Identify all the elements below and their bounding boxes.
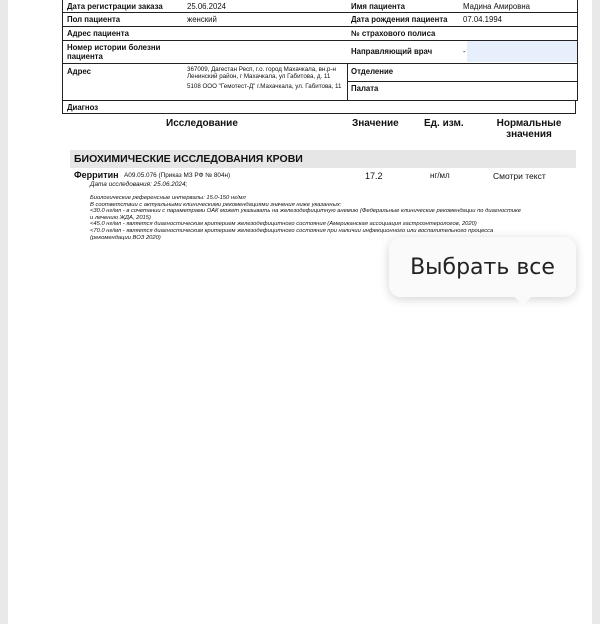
address-label: Адрес bbox=[67, 67, 91, 76]
select-all-popup[interactable] bbox=[389, 237, 576, 297]
note-line: (рекомендации ВОЗ 2020) bbox=[90, 234, 161, 241]
birth-label: Дата рождения пациента bbox=[351, 15, 448, 24]
ward-divider bbox=[347, 81, 577, 82]
patient-info-table bbox=[62, 0, 578, 101]
ward-label: Палата bbox=[351, 84, 379, 93]
document-page bbox=[8, 0, 592, 624]
note-line: <30.0 нг/мл - в сочетании с параметрами ОАК может указывать на железодефицитную анемию (Федеральные клинические рекомендации по диагностике bbox=[90, 208, 521, 215]
department-label: Отделение bbox=[351, 67, 394, 76]
test-unit: нг/мл bbox=[430, 171, 450, 180]
note-line: и лечению ЖДА, 2015) bbox=[90, 214, 151, 221]
patient-name-label: Имя пациента bbox=[351, 2, 405, 11]
sex-value: женский bbox=[187, 15, 217, 24]
note-line: В соответствии с актуальными клиническими рекомендациями значения ниже указанных: bbox=[90, 201, 342, 208]
test-code: A09.05.076 (Приказ МЗ РФ № 804н) bbox=[124, 172, 231, 179]
reg-date-value: 25.06.2024 bbox=[187, 2, 227, 11]
diagnosis-label: Диагноз bbox=[67, 103, 99, 112]
insurance-label: № страхового полиса bbox=[351, 29, 436, 38]
popup-tail bbox=[514, 296, 532, 306]
test-name: Ферритин bbox=[74, 170, 119, 180]
col-normal: Нормальные значения bbox=[496, 118, 562, 140]
section-title: БИОХИМИЧЕСКИЕ ИССЛЕДОВАНИЯ КРОВИ bbox=[70, 150, 576, 168]
reg-date-label: Дата регистрации заказа bbox=[67, 2, 163, 11]
address-patient-label: Адрес пациента bbox=[67, 29, 129, 38]
sex-label: Пол пациента bbox=[67, 15, 121, 24]
address-value: 367009, Дагестан Респ, г.о. город Махачкала, вн.р-н Ленинский район, г Махачкала, ул Габитова, д. 11 bbox=[187, 66, 336, 80]
doctor-value: - bbox=[463, 47, 466, 56]
history-label: Номер истории болезни пациента bbox=[67, 43, 161, 61]
lab-value: 5108 ООО "Гемотест-Д" г.Махачкала, ул. Габитова, 11 bbox=[187, 83, 342, 90]
col-unit: Ед. изм. bbox=[424, 118, 464, 129]
note-line: <45.0 нг/мл - является диагностическим критерием железодефицитного состояния (Американская ассоциация гастроэнтерологов, 2020) bbox=[90, 221, 477, 228]
select-all-button[interactable]: Выбрать все bbox=[410, 254, 555, 280]
doctor-highlight bbox=[467, 41, 577, 62]
note-line: <70.0 нг/мл - является диагностическим критерием железодефицитного состояния при наличии инфекционного или воспалительного процесса bbox=[90, 227, 494, 234]
doctor-label: Направляющий врач bbox=[351, 47, 433, 56]
col-divider bbox=[347, 64, 348, 100]
birth-value: 07.04.1994 bbox=[463, 15, 503, 24]
reference-notes bbox=[90, 195, 600, 241]
col-study: Исследование bbox=[166, 118, 238, 129]
diagnosis-row bbox=[62, 100, 576, 114]
patient-name-value: Мадина Амировна bbox=[463, 2, 531, 11]
note-line: Биологические референсные интервалы: 15.0-150 нг/мл bbox=[90, 195, 246, 201]
test-value: 17.2 bbox=[365, 171, 383, 181]
test-normal: Смотри текст bbox=[493, 171, 546, 181]
col-value: Значение bbox=[352, 118, 399, 129]
test-date: Дата исследования: 25.06.2024; bbox=[90, 181, 188, 188]
